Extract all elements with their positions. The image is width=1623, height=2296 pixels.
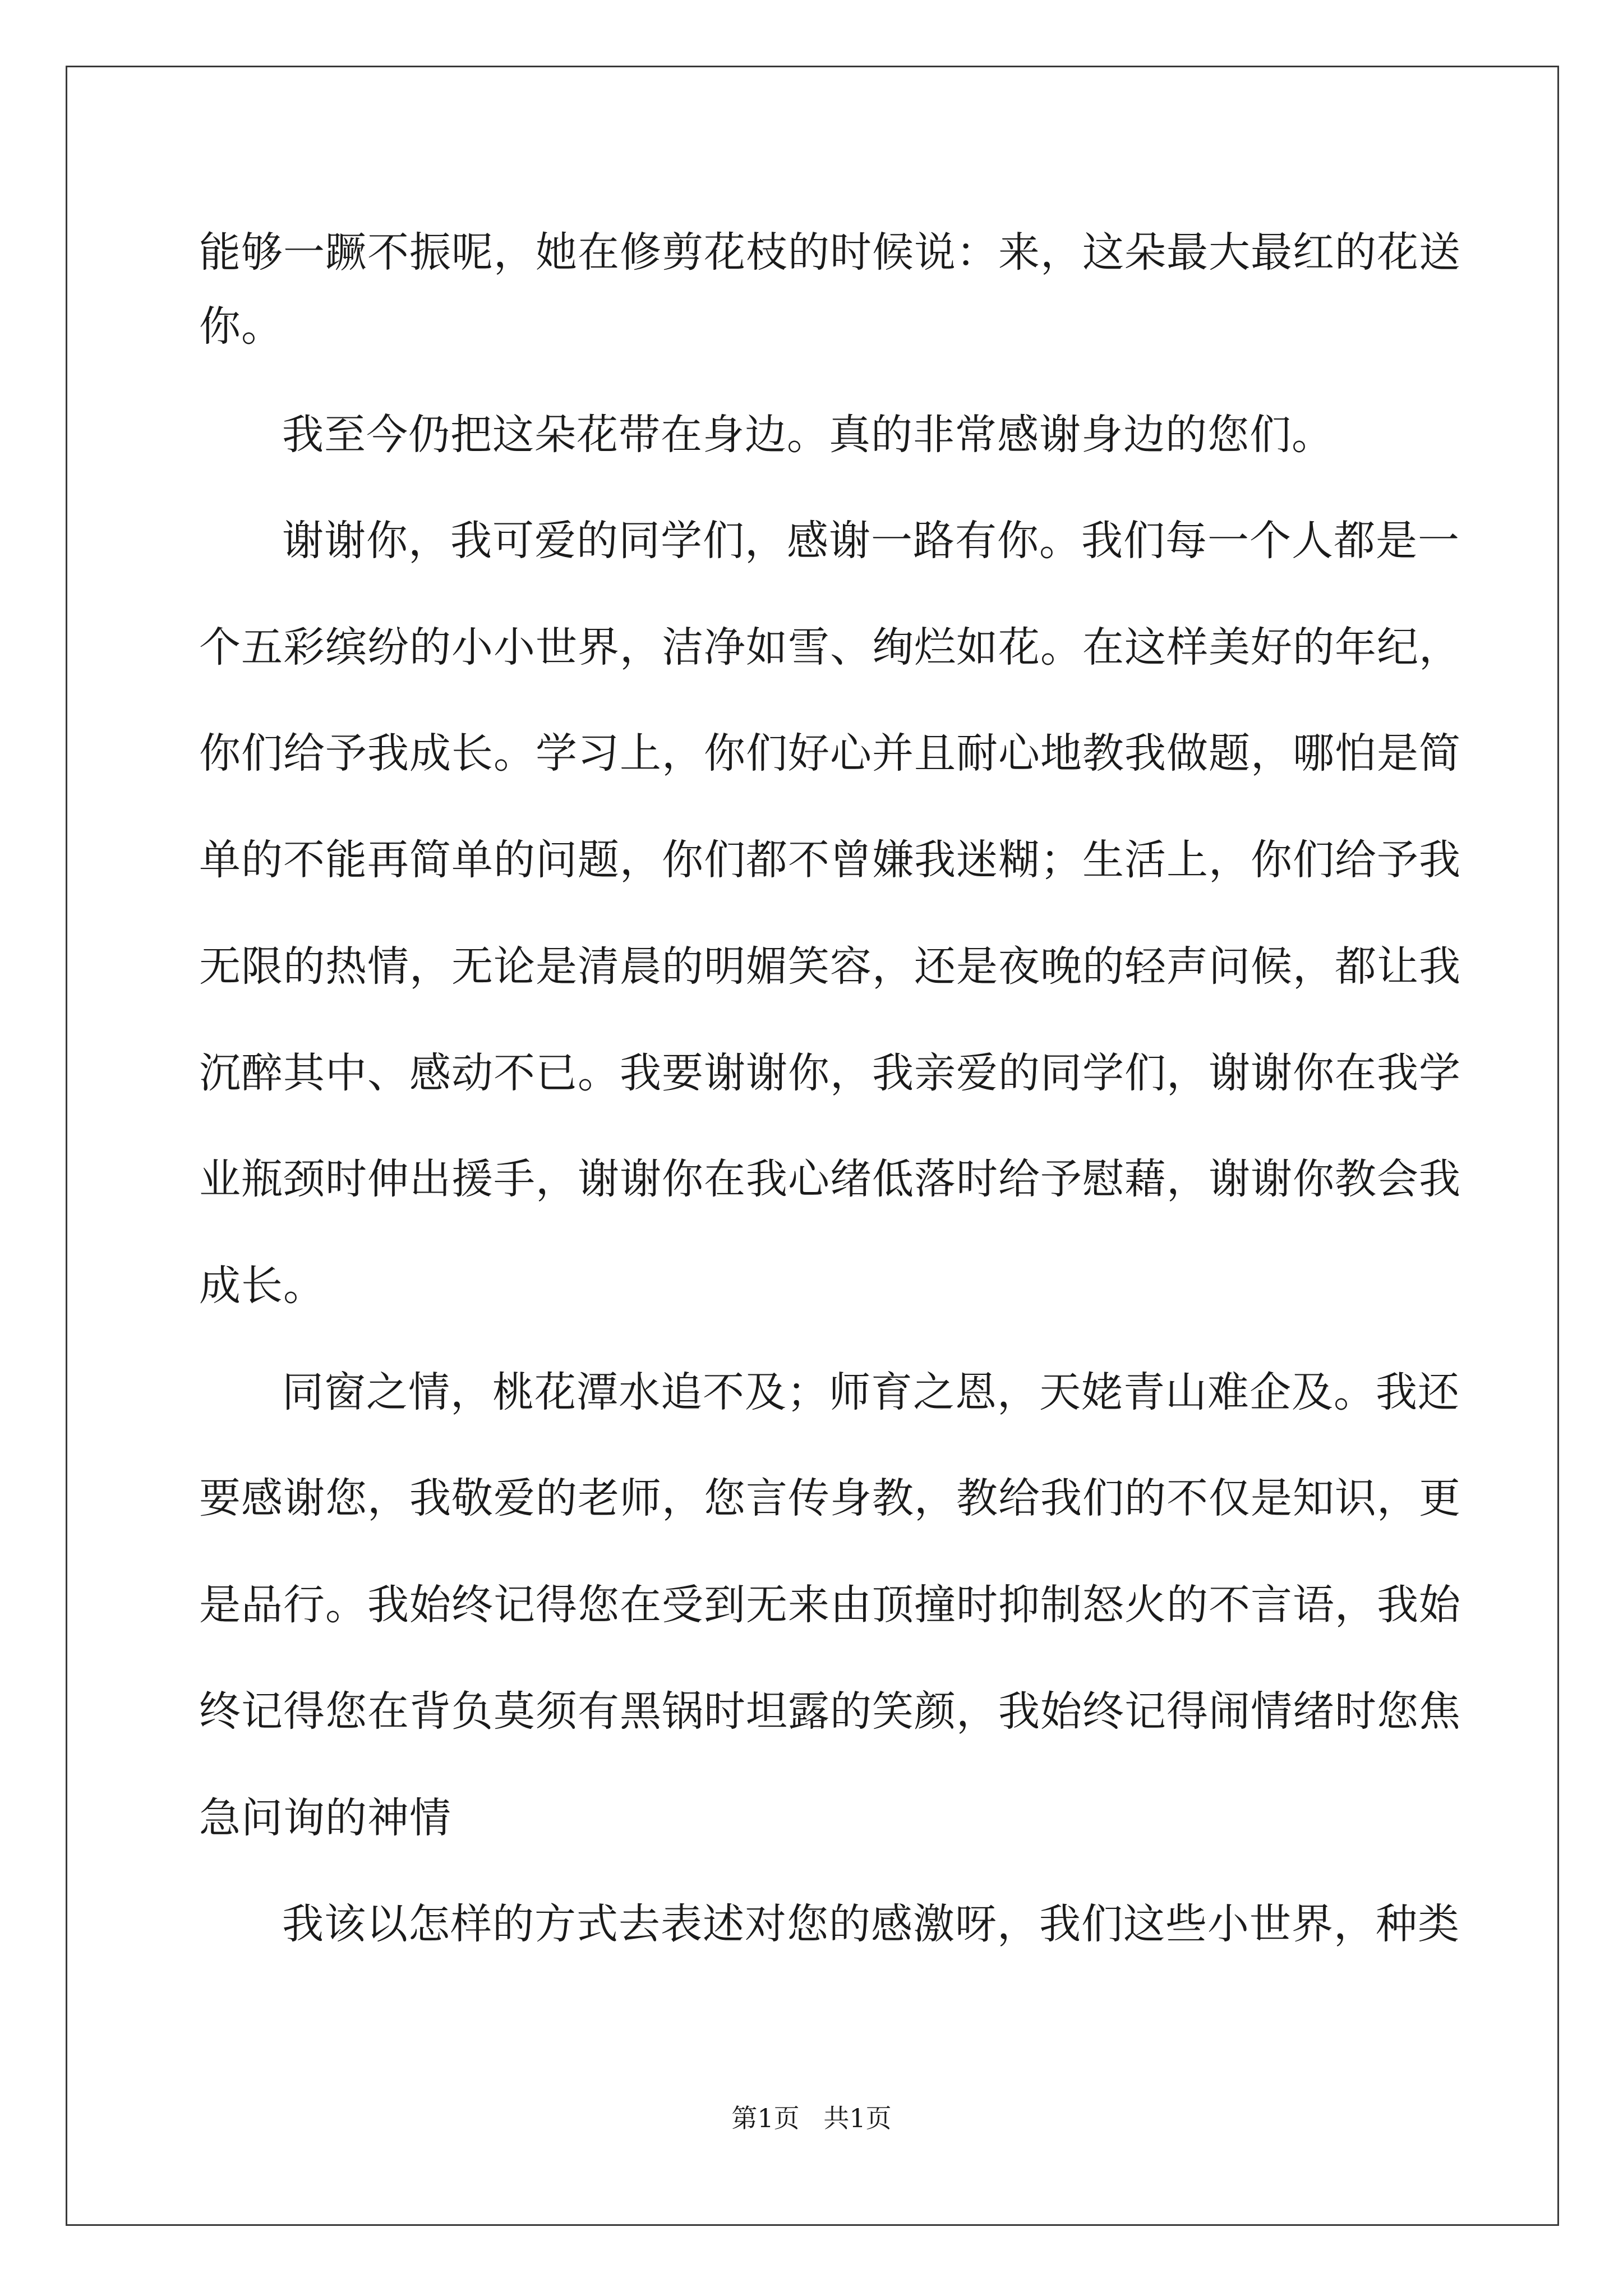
text-line-13: 要感谢您，我敬爱的老师，您言传身教，教给我们的不仅是知识，更 — [199, 1474, 1461, 1522]
text-line-6: 你们给予我成长。学习上，你们好心并且耐心地教我做题，哪怕是简 — [199, 729, 1461, 777]
text-line-8: 无限的热情，无论是清晨的明媚笑容，还是夜晚的轻声问候，都让我 — [199, 942, 1461, 991]
page-footer — [0, 2098, 1623, 2135]
text-line-7: 单的不能再简单的问题，你们都不曾嫌我迷糊；生活上，你们给予我 — [199, 836, 1461, 884]
page-total: 共1页 — [823, 2103, 892, 2133]
text-line-10: 业瓶颈时伸出援手，谢谢你在我心绪低落时给予慰藉，谢谢你教会我 — [199, 1155, 1461, 1203]
text-line-11: 成长。 — [199, 1262, 325, 1310]
text-line-15: 终记得您在背负莫须有黑锅时坦露的笑颜，我始终记得闹情绪时您焦 — [199, 1687, 1461, 1736]
text-line-2: 你。 — [199, 302, 283, 351]
page-number: 第1页 — [731, 2103, 800, 2133]
text-line-9: 沉醉其中、感动不已。我要谢谢你，我亲爱的同学们，谢谢你在我学 — [199, 1049, 1461, 1097]
text-line-14: 是品行。我始终记得您在受到无来由顶撞时抑制怒火的不言语，我始 — [199, 1581, 1461, 1629]
text-line-5: 个五彩缤纷的小小世界，洁净如雪、绚烂如花。在这样美好的年纪， — [199, 623, 1461, 671]
text-line-16: 急问询的神情 — [199, 1794, 451, 1842]
text-line-1: 能够一蹶不振呢，她在修剪花枝的时候说：来，这朵最大最红的花送 — [199, 228, 1461, 277]
text-line-3: 我至今仍把这朵花带在身边。真的非常感谢身边的您们。 — [282, 411, 1334, 459]
text-line-17: 我该以怎样的方式去表述对您的感激呀，我们这些小世界，种类 — [282, 1900, 1460, 1948]
text-line-12: 同窗之情，桃花潭水追不及；师育之恩，天姥青山难企及。我还 — [282, 1368, 1460, 1416]
text-line-4: 谢谢你，我可爱的同学们，感谢一路有你。我们每一个人都是一 — [282, 517, 1460, 565]
